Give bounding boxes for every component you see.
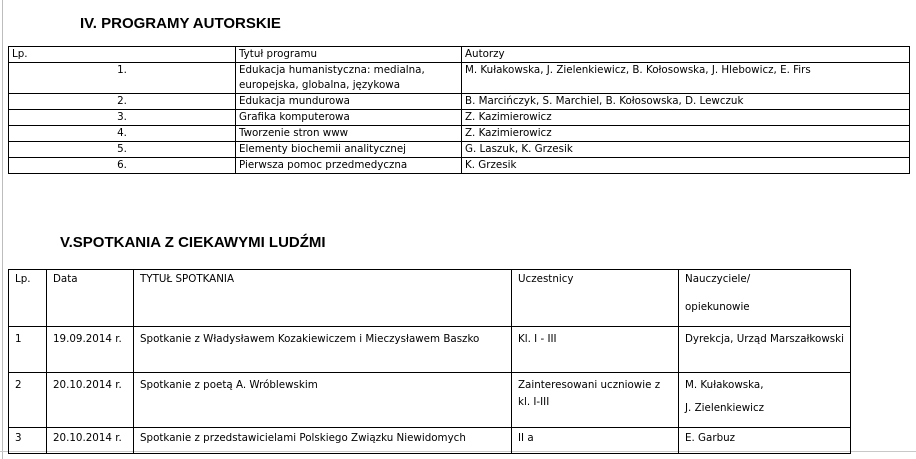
table-row [9,373,851,428]
column-header-lp: Lp. [9,270,47,327]
column-header-title: Tytuł programu [236,47,462,63]
cell-teachers [679,373,851,428]
programs-table [8,46,910,174]
cell-program-title: Grafika komputerowa [236,110,462,126]
cell-date: 20.10.2014 r. [47,428,134,454]
page-left-edge [2,0,3,459]
table-header-row [9,47,910,63]
column-header-teachers-line2: opiekunowie [685,301,750,313]
cell-participants: Zainteresowani uczniowie z kl. I-III [512,373,679,428]
table-row [9,110,910,126]
cell-participants: II a [512,428,679,454]
section-heading-meetings: V.SPOTKANIA Z CIEKAWYMI LUDŹMI [60,234,326,251]
cell-lp: 1 [9,327,47,373]
cell-teachers: Dyrekcja, Urząd Marszałkowski [679,327,851,373]
cell-date: 20.10.2014 r. [47,373,134,428]
cell-authors: G. Laszuk, K. Grzesik [462,142,910,158]
table-header-row [9,270,851,327]
cell-authors: Z. Kazimierowicz [462,126,910,142]
meetings-table [8,269,851,454]
cell-program-title: Edukacja mundurowa [236,94,462,110]
column-header-participants: Uczestnicy [512,270,679,327]
cell-teachers-line2: J. Zielenkiewicz [685,402,765,414]
column-header-teachers [679,270,851,327]
cell-lp: 6. [9,158,236,174]
cell-meeting-title: Spotkanie z poetą A. Wróblewskim [134,373,512,428]
cell-authors: B. Marcińczyk, S. Marchiel, B. Kołosowska, D. Lewczuk [462,94,910,110]
cell-lp: 3 [9,428,47,454]
table-row [9,126,910,142]
cell-authors: Z. Kazimierowicz [462,110,910,126]
column-header-teachers-line1: Nauczyciele/ [685,273,751,285]
column-header-lp: Lp. [9,47,236,63]
cell-date: 19.09.2014 r. [47,327,134,373]
cell-lp: 2. [9,94,236,110]
cell-program-title: Edukacja humanistyczna: medialna, europejska, globalna, językowa [236,63,462,94]
cell-meeting-title: Spotkanie z przedstawicielami Polskiego Związku Niewidomych [134,428,512,454]
column-header-meeting-title: TYTUŁ SPOTKANIA [134,270,512,327]
cell-meeting-title: Spotkanie z Władysławem Kozakiewiczem i Mieczysławem Baszko [134,327,512,373]
section-heading-programs: IV. PROGRAMY AUTORSKIE [80,15,281,32]
table-row [9,327,851,373]
column-header-authors: Autorzy [462,47,910,63]
cell-program-title: Elementy biochemii analitycznej [236,142,462,158]
cell-lp: 5. [9,142,236,158]
table-row [9,94,910,110]
cell-lp: 2 [9,373,47,428]
table-row [9,158,910,174]
column-header-date: Data [47,270,134,327]
cell-authors: M. Kułakowska, J. Zielenkiewicz, B. Kołosowska, J. Hlebowicz, E. Firs [462,63,910,94]
table-row [9,63,910,94]
cell-participants: Kl. I - III [512,327,679,373]
cell-teachers-line1: M. Kułakowska, [685,379,764,391]
cell-lp: 3. [9,110,236,126]
cell-authors: K. Grzesik [462,158,910,174]
cell-program-title: Pierwsza pomoc przedmedyczna [236,158,462,174]
cell-lp: 1. [9,63,236,94]
cell-teachers: E. Garbuz [679,428,851,454]
cell-lp: 4. [9,126,236,142]
table-row [9,428,851,454]
table-row [9,142,910,158]
cell-program-title: Tworzenie stron www [236,126,462,142]
